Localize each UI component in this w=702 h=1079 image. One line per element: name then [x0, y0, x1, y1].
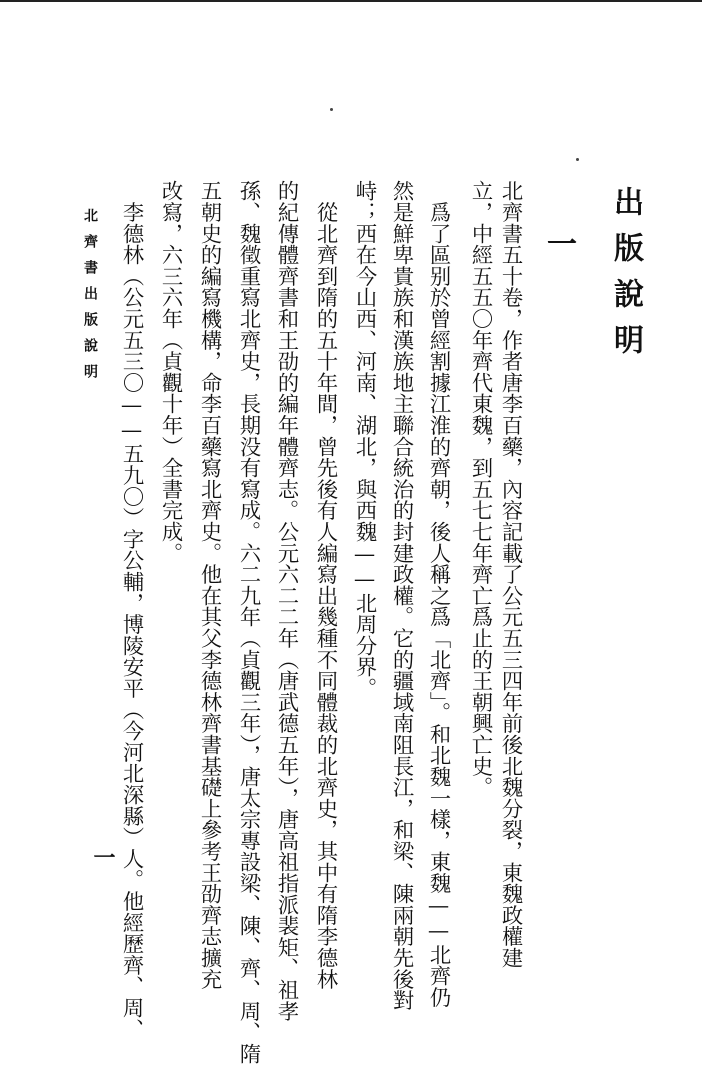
body-column-10: 改寫，六三六年（貞觀十年）全書完成。	[158, 180, 183, 564]
scan-speck	[576, 158, 579, 161]
body-column-8: 孫、魏徵重寫北齊史，長期没有寫成。六二九年（貞觀三年），唐太宗專設梁、陳、齊、周、隋	[236, 180, 261, 1064]
body-column-4: 然是鮮卑貴族和漢族地主聯合統治的封建政權。它的疆域南阻長江，和梁、陳兩朝先後對	[389, 180, 414, 1011]
body-column-2: 立，中經五五〇年齊代東魏，到五七七年齊亡爲止的王朝興亡史。	[468, 180, 493, 798]
body-column-11: 李德林（公元五三〇——五九〇）字公輔，博陵安平（今河北深縣）人。他經歷齊、周、	[119, 180, 144, 1040]
page-number: 一	[90, 846, 116, 868]
section-number: 一	[541, 228, 576, 258]
page-title: 出版說明	[608, 186, 643, 370]
body-column-5: 峙；西在今山西、河南、湖北，與西魏——北周分界。	[352, 180, 377, 699]
body-column-9: 五朝史的編寫機構，命李百藥寫北齊史。他在其父李德林齊書基礎上參考王劭齊志擴充	[197, 180, 222, 990]
top-border-rule	[0, 0, 702, 2]
body-column-1: 北齊書五十卷，作者唐李百藥，內容記載了公元五三四年前後北魏分裂，東魏政權建	[498, 180, 523, 969]
body-column-7: 的紀傳體齊書和王劭的編年體齊志。公元六二二年（唐武德五年），唐高祖指派裴矩、祖孝	[274, 180, 299, 1022]
running-head: 北齊書出版說明	[82, 208, 98, 390]
body-column-3: 爲了區别於曾經割據江淮的齊朝，後人稱之爲「北齊」。和北魏一樣，東魏——北齊仍	[426, 180, 451, 1008]
body-column-6: 從北齊到隋的五十年間，曾先後有人編寫出幾種不同體裁的北齊史，其中有隋李德林	[313, 180, 338, 990]
scan-speck	[330, 108, 333, 111]
